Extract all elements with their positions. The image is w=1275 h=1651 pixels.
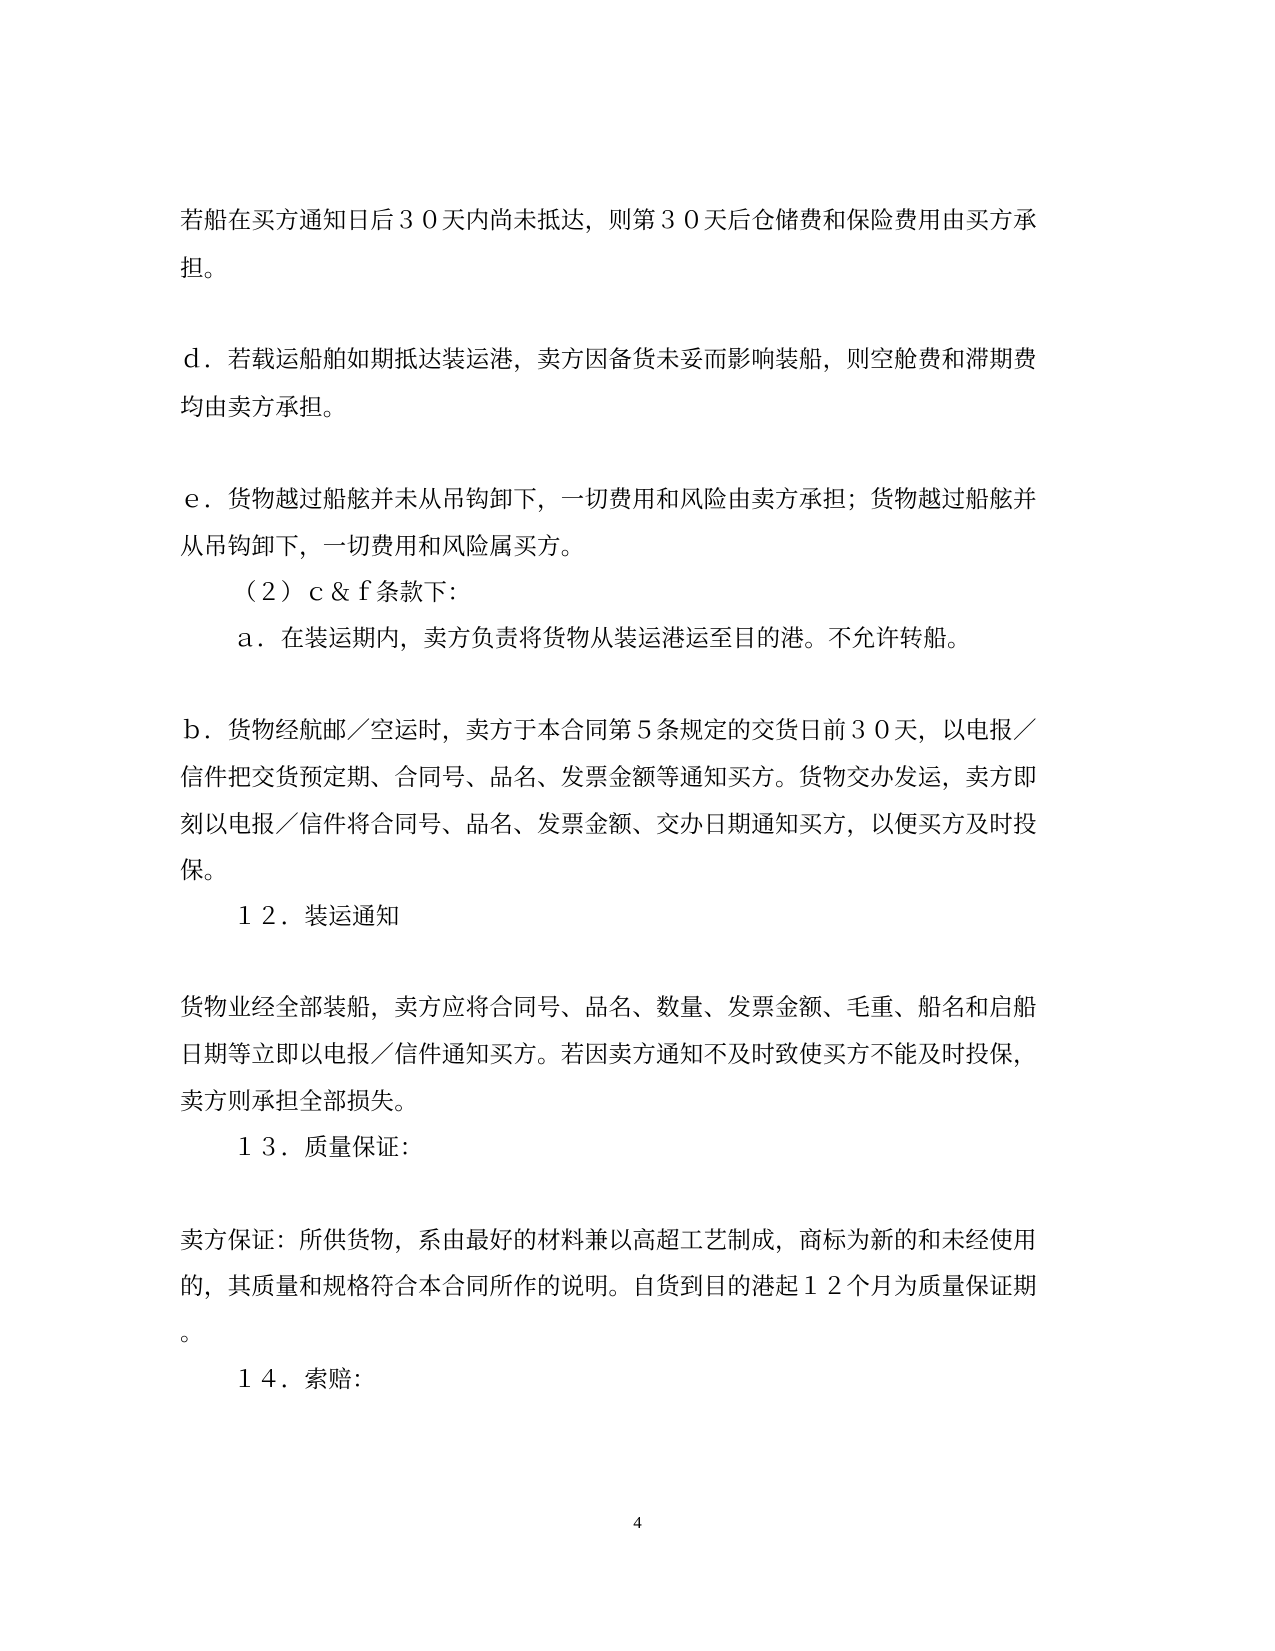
text-line: ｄ．若载运船舶如期抵达装运港，卖方因备货未妥而影响装船，则空舱费和滞期费	[180, 345, 1037, 373]
text-line: 卖方保证：所供货物，系由最好的材料兼以高超工艺制成，商标为新的和未经使用	[180, 1226, 1037, 1254]
text-line: 卖方则承担全部损失。	[180, 1087, 418, 1115]
text-line: 。	[180, 1318, 204, 1346]
text-line: 从吊钩卸下，一切费用和风险属买方。	[180, 532, 585, 560]
section-heading: １２．装运通知	[233, 902, 400, 930]
section-heading: （２）ｃ＆ｆ条款下：	[233, 578, 471, 606]
text-line: 保。	[180, 856, 228, 884]
text-line: ａ．在装运期内，卖方负责将货物从装运港运至目的港。不允许转船。	[233, 624, 971, 652]
text-line: 货物业经全部装船，卖方应将合同号、品名、数量、发票金额、毛重、船名和启船	[180, 993, 1037, 1021]
text-line: 日期等立即以电报／信件通知买方。若因卖方通知不及时致使买方不能及时投保，	[180, 1040, 1037, 1068]
page-number: 4	[633, 1513, 642, 1532]
text-line: 担。	[180, 254, 228, 282]
text-line: 的，其质量和规格符合本合同所作的说明。自货到目的港起１２个月为质量保证期	[180, 1272, 1037, 1300]
section-heading: １４．索赔：	[233, 1365, 376, 1393]
text-line: 刻以电报／信件将合同号、品名、发票金额、交办日期通知买方，以便买方及时投	[180, 810, 1037, 838]
text-line: 均由卖方承担。	[180, 393, 347, 421]
text-line: 信件把交货预定期、合同号、品名、发票金额等通知买方。货物交办发运，卖方即	[180, 763, 1037, 791]
text-line: ｅ．货物越过船舷并未从吊钩卸下，一切费用和风险由卖方承担；货物越过船舷并	[180, 485, 1037, 513]
text-line: 若船在买方通知日后３０天内尚未抵达，则第３０天后仓储费和保险费用由买方承	[180, 206, 1037, 234]
text-line: ｂ．货物经航邮／空运时，卖方于本合同第５条规定的交货日前３０天，以电报／	[180, 716, 1037, 744]
section-heading: １３．质量保证：	[233, 1133, 424, 1161]
